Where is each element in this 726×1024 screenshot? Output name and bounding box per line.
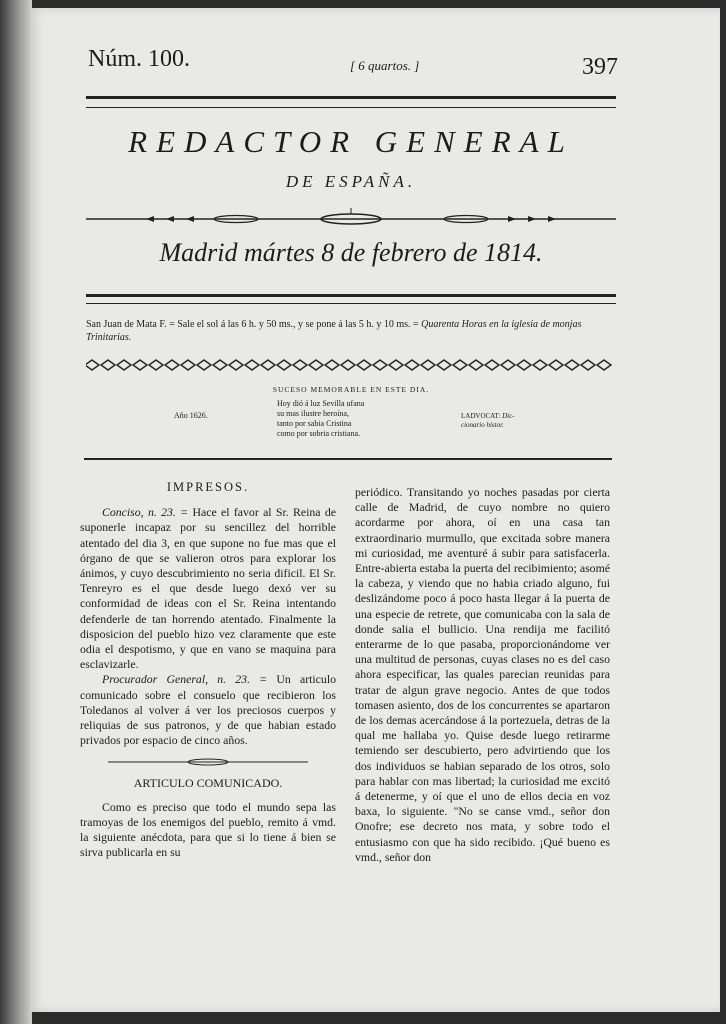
issue-price: [ 6 quartos. ] xyxy=(350,58,420,73)
articulo-text: Como es preciso que todo el mundo sepa las tramoyas de los enemigos del pueblo, remito á vmd. la siguiente anécdota, para que si lo tiene á bien se sirva publicarla en su xyxy=(80,799,336,860)
item-ref: , n. 23. = xyxy=(140,505,193,520)
left-column xyxy=(80,480,336,860)
impresos-heading: IMPRESOS. xyxy=(166,480,250,494)
page-number: 397 xyxy=(582,54,618,80)
item-text: Hace el favor al Sr. Reina de suponerle incapaz por su sencillez del horrible atentado del dia 3, en que supone no fue mas que el órgano de que se valieron otros para explorar los ánimos, y cuyo descubrimiento no seria dificil. El Sr. Tenreyro es el que desde luego dexó ver su conformidad de ideas con el Sr. Reina intentando defenderle de tan horrendo atentado. Finalmente la disposicion del pueblo hizo vez claramente que este odia el despotismo, y que en vano se maquina para esclavizarle. xyxy=(80,505,336,672)
dateline-rule xyxy=(86,294,616,304)
verse-line: Hoy dió á luz Sevilla ufana xyxy=(277,399,365,408)
item-label: Conciso xyxy=(102,505,141,520)
masthead-subtitle: DE ESPAÑA. xyxy=(285,172,417,191)
verse-line: tanto por sabia Cristina xyxy=(277,419,352,428)
item-label: Procurador General xyxy=(102,672,206,687)
dateline: Madrid mártes 8 de febrero de 1814. xyxy=(159,238,543,267)
right-column-text: periódico. Transitando yo noches pasadas por cierta calle de Madrid, de cuyo nombre no quiero acordarme por ahora, oí en una casa tan extraordinario murmullo, que excitada sobre manera mi curiosidad, me aventuré á subir para satisfacerla. Entre-abierta estaba la puerta del recibimiento; asomé la cabeza, y viendo que no habia criado alguno, fui deslizándome poco á poco hasta llegar á la puerta de una especie de retrete, que comunicaba con la sala de donde salia el bullicio. Una rendija me facilitó enterarme de lo que pasaba, proporcionándome ver una multitud de personas, cuyas clases no es del caso ahora especificar, las quales parecian reunidas para tratar de algun grave negocio. Antes de que todos tomasen asiento, dos de los concurrentes se apartaron de los demas acercándose á la portezuela, detras de la qual me hallaba yo. Quise desde luego retirarme temiendo ser descubierto, pero advirtiendo que los dos individuos se habian separado de los otros, solo para hablar con mas libertad; la curiosidad me excitó á detenerme, y oí que el uno de ellos decia en voz baxa, lo siguiente. "No se canse vmd., señor don Onofre; ese decreto nos mata, y sobre todo el entusiasmo con que ha sido recibido. ¡Qué bueno es vmd., señor don xyxy=(355,485,610,864)
masthead-title: REDACTOR GENERAL xyxy=(128,124,574,159)
suceso-verse xyxy=(277,399,364,439)
suceso-title: SUCESO MEMORABLE EN ESTE DIA. xyxy=(272,385,430,394)
header-rule xyxy=(86,96,616,108)
articulo-heading: ARTICULO COMUNICADO. xyxy=(133,776,283,791)
verse-line: como por sobria cristiana. xyxy=(277,429,361,438)
right-column xyxy=(355,485,610,865)
item-text: Un articulo comunicado sobre el consuelo que recibieron los Toledanos al volver á ver los preciosos cuerpos y reliquias de sus patronos, y de que habian estado privados por espacio de cinco años. xyxy=(80,672,336,748)
item-ref: , n. 23. = xyxy=(205,672,277,687)
source-italic-1: Dic- xyxy=(502,412,515,420)
suceso-source xyxy=(461,412,515,430)
impreso-item-conciso xyxy=(80,505,336,672)
source-prefix: LADVOCAT: xyxy=(461,412,501,420)
ornament-rule-icon xyxy=(86,208,616,230)
impreso-item-procurador xyxy=(80,672,336,748)
page-header xyxy=(88,46,618,80)
source-italic-2: cionario histor. xyxy=(461,421,504,429)
verse-line: su mas ilustre heroína, xyxy=(277,409,349,418)
issue-number: Núm. 100. xyxy=(88,46,190,72)
small-ornament-icon xyxy=(108,758,308,766)
book-gutter xyxy=(0,0,32,1024)
suceso-year: Año 1626. xyxy=(174,411,208,420)
saints-notice xyxy=(86,318,616,344)
diamond-border-icon xyxy=(86,358,616,372)
section-rule xyxy=(84,458,612,460)
saints-italic: Quarenta Horas en la iglesia de monjas Trinitarias. xyxy=(86,319,582,343)
saints-text: San Juan de Mata F. = Sale el sol á las 6 h. y 50 ms., y se pone á las 5 h. y 10 ms. = xyxy=(86,319,422,330)
